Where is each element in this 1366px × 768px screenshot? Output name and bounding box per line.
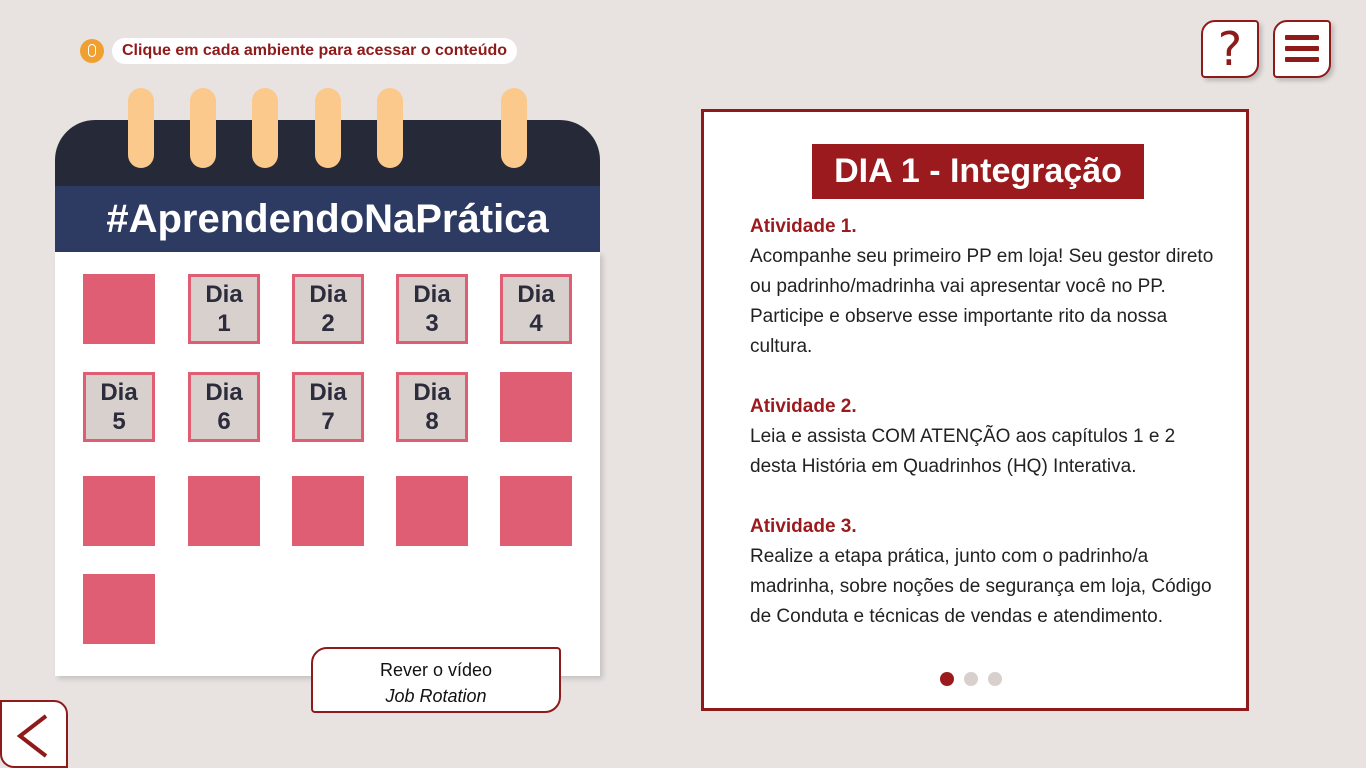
activity-3	[750, 512, 1220, 632]
day-7-tile[interactable]	[292, 372, 364, 442]
hint	[80, 38, 517, 64]
day-label: Dia	[100, 379, 138, 406]
calendar-empty-tile	[83, 574, 155, 644]
hint-text: Clique em cada ambiente para acessar o conteúdo	[112, 38, 517, 64]
day-3-tile[interactable]	[396, 274, 468, 344]
day-label: Dia	[413, 281, 451, 308]
question-mark-icon: ?	[1217, 22, 1243, 76]
day-number: 2	[321, 310, 335, 337]
calendar-empty-tile	[83, 476, 155, 546]
back-button[interactable]	[0, 700, 68, 768]
chevron-left-icon	[2, 702, 66, 766]
menu-button[interactable]	[1273, 20, 1331, 78]
calendar-ring	[377, 88, 403, 168]
calendar-empty-tile	[292, 476, 364, 546]
day-8-tile[interactable]	[396, 372, 468, 442]
calendar-title: #AprendendoNaPrática	[55, 186, 600, 252]
activity-heading: Atividade 3.	[750, 516, 857, 537]
day-label: Dia	[413, 379, 451, 406]
day-number: 5	[112, 408, 126, 435]
calendar-empty-tile	[83, 274, 155, 344]
page-dot-1[interactable]	[940, 672, 954, 686]
activity-text: Acompanhe seu primeiro PP em loja! Seu gestor direto ou padrinho/madrinha vai apresentar você no PP. Participe e observe esse importante rito da nossa cultura.	[750, 246, 1214, 357]
calendar-empty-tile	[500, 372, 572, 442]
panel-title: DIA 1 - Integração	[812, 144, 1144, 199]
day-label: Dia	[205, 379, 243, 406]
day-4-tile[interactable]	[500, 274, 572, 344]
activity-heading: Atividade 2.	[750, 396, 857, 417]
page-dot-2[interactable]	[964, 672, 978, 686]
day-number: 7	[321, 408, 335, 435]
day-number: 4	[529, 310, 543, 337]
day-number: 1	[217, 310, 231, 337]
calendar-body	[55, 252, 600, 676]
activity-text: Leia e assista COM ATENÇÃO aos capítulos 1 e 2 desta História em Quadrinhos (HQ) Interativa.	[750, 426, 1176, 477]
page-dot-3[interactable]	[988, 672, 1002, 686]
calendar-ring	[252, 88, 278, 168]
activity-heading: Atividade 1.	[750, 216, 857, 237]
rewatch-line2: Job Rotation	[385, 686, 487, 706]
activity-text: Realize a etapa prática, junto com o padrinho/a madrinha, sobre noções de segurança em loja, Código de Conduta e técnicas de vendas e atendimento.	[750, 546, 1212, 627]
day-number: 8	[425, 408, 439, 435]
calendar-ring	[315, 88, 341, 168]
activity-2	[750, 392, 1220, 482]
rewatch-video-button[interactable]	[311, 647, 561, 713]
day-label: Dia	[205, 281, 243, 308]
day-6-tile[interactable]	[188, 372, 260, 442]
calendar-empty-tile	[500, 476, 572, 546]
day-number: 6	[217, 408, 231, 435]
rewatch-line1: Rever o vídeo	[379, 660, 493, 680]
calendar-ring	[501, 88, 527, 168]
mouse-icon	[80, 39, 104, 63]
calendar-empty-tile	[188, 476, 260, 546]
day-label: Dia	[309, 281, 347, 308]
day-content-panel	[701, 109, 1249, 711]
day-number: 3	[425, 310, 439, 337]
pagination-dots	[940, 672, 1002, 686]
day-label: Dia	[517, 281, 555, 308]
calendar-empty-tile	[396, 476, 468, 546]
calendar-ring	[190, 88, 216, 168]
day-1-tile[interactable]	[188, 274, 260, 344]
calendar-ring	[128, 88, 154, 168]
day-label: Dia	[309, 379, 347, 406]
day-5-tile[interactable]	[83, 372, 155, 442]
day-2-tile[interactable]	[292, 274, 364, 344]
activity-1	[750, 212, 1220, 362]
help-button[interactable]	[1201, 20, 1259, 78]
